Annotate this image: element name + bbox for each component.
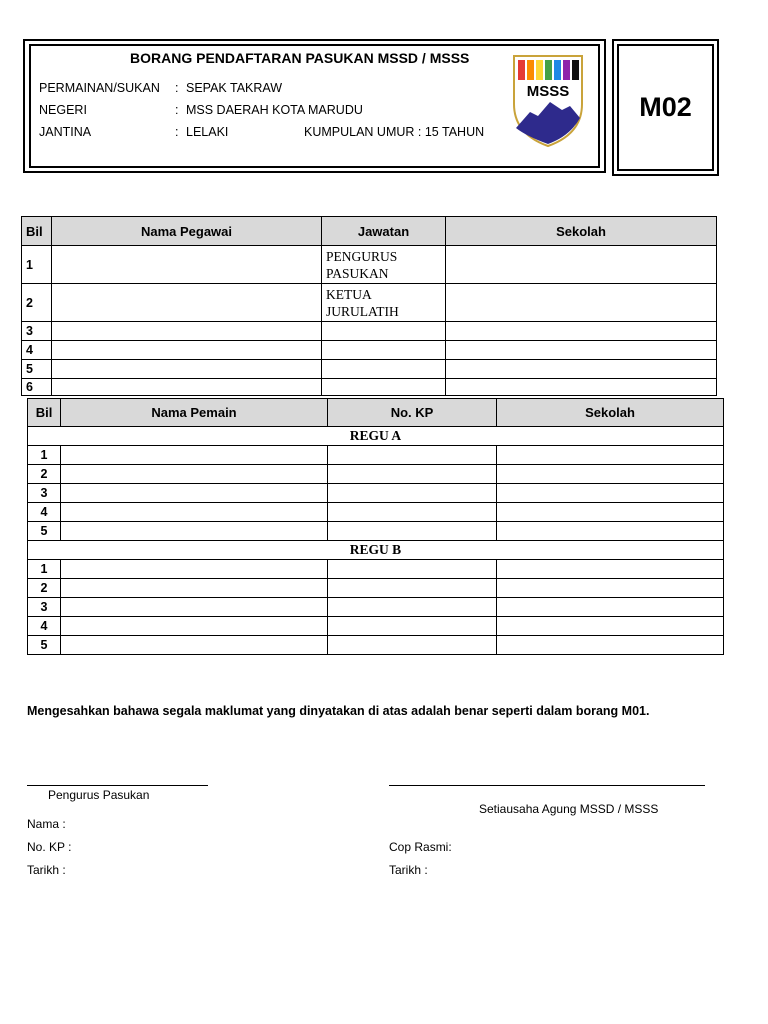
jawatan-cell[interactable] [322,246,446,284]
sekolah-cell[interactable] [446,360,717,379]
group-row-regu-a [28,427,724,446]
nama-pemain-cell[interactable] [61,598,328,617]
table-row [22,284,717,322]
table-row [28,522,724,541]
players-table [27,398,724,655]
msss-logo-icon [510,52,586,148]
nama-pemain-cell[interactable] [61,503,328,522]
sekolah-cell[interactable] [497,617,724,636]
sep-negeri: : [175,103,179,117]
row-number: 6 [22,379,52,396]
row-number: 5 [22,360,52,379]
table-row [28,636,724,655]
sekolah-cell[interactable] [497,522,724,541]
sekolah-cell[interactable] [497,484,724,503]
nama-pemain-cell[interactable] [61,617,328,636]
field-tarikh-left: Tarikh : [27,863,66,877]
signature-title-pengurus: Pengurus Pasukan [48,788,150,802]
table-row [28,484,724,503]
jawatan-cell[interactable] [322,284,446,322]
table-row [28,446,724,465]
jawatan-line: PASUKAN [326,265,389,281]
table-row [22,360,717,379]
nama-pemain-cell[interactable] [61,446,328,465]
form-code: M02 [617,44,714,171]
declaration-statement: Mengesahkan bahawa segala maklumat yang dinyatakan di atas adalah benar seperti dalam borang M01. [27,704,650,718]
officials-header-row [22,217,717,246]
no-kp-cell[interactable] [328,579,497,598]
header-no-kp: No. KP [328,399,497,427]
no-kp-cell[interactable] [328,560,497,579]
jawatan-line: JURULATIH [326,303,399,319]
row-number: 1 [22,246,52,284]
jawatan-cell[interactable] [322,322,446,341]
nama-pegawai-cell[interactable] [52,284,322,322]
jawatan-line: PENGURUS [326,248,398,264]
sekolah-cell[interactable] [497,636,724,655]
field-no-kp: No. KP : [27,840,72,854]
value-permainan: SEPAK TAKRAW [186,81,283,95]
row-number: 5 [28,636,61,655]
sekolah-cell[interactable] [497,598,724,617]
row-number: 5 [28,522,61,541]
table-row [22,379,717,396]
age-group: KUMPULAN UMUR : 15 TAHUN [304,125,485,139]
no-kp-cell[interactable] [328,636,497,655]
no-kp-cell[interactable] [328,598,497,617]
sekolah-cell[interactable] [446,284,717,322]
no-kp-cell[interactable] [328,522,497,541]
row-number: 3 [28,598,61,617]
sep-permainan: : [175,81,179,95]
row-number: 4 [28,503,61,522]
row-number: 4 [22,341,52,360]
field-nama: Nama : [27,817,66,831]
jawatan-line: KETUA [326,286,372,302]
nama-pemain-cell[interactable] [61,560,328,579]
row-number: 2 [22,284,52,322]
table-row [22,322,717,341]
sekolah-cell[interactable] [446,379,717,396]
nama-pemain-cell[interactable] [61,465,328,484]
no-kp-cell[interactable] [328,446,497,465]
no-kp-cell[interactable] [328,503,497,522]
players-header-row [28,399,724,427]
logo-text: MSSS [526,83,570,100]
signature-title-setiausaha: Setiausaha Agung MSSD / MSSS [479,802,659,816]
row-number: 1 [28,560,61,579]
group-label-regu-a: REGU A [28,427,724,446]
row-number: 2 [28,579,61,598]
table-row [28,560,724,579]
field-tarikh-right: Tarikh : [389,863,428,877]
field-cop-rasmi: Cop Rasmi: [389,840,452,854]
header-sekolah: Sekolah [497,399,724,427]
sekolah-cell[interactable] [446,246,717,284]
jawatan-cell[interactable] [322,379,446,396]
nama-pegawai-cell[interactable] [52,360,322,379]
signature-line-setiausaha[interactable] [389,785,705,786]
sekolah-cell[interactable] [446,341,717,360]
row-number: 1 [28,446,61,465]
header-nama-pemain: Nama Pemain [61,399,328,427]
header-bil: Bil [22,217,52,246]
header-sekolah: Sekolah [446,217,717,246]
group-row-regu-b [28,541,724,560]
jawatan-cell[interactable] [322,360,446,379]
nama-pegawai-cell[interactable] [52,246,322,284]
no-kp-cell[interactable] [328,617,497,636]
table-row [28,579,724,598]
sekolah-cell[interactable] [497,446,724,465]
value-jantina: LELAKI [186,125,229,139]
row-number: 2 [28,465,61,484]
header-jawatan: Jawatan [322,217,446,246]
nama-pegawai-cell[interactable] [52,379,322,396]
header-bil: Bil [28,399,61,427]
sekolah-cell[interactable] [497,465,724,484]
table-row [28,503,724,522]
value-negeri: MSS DAERAH KOTA MARUDU [186,103,363,117]
nama-pemain-cell[interactable] [61,579,328,598]
sekolah-cell[interactable] [497,560,724,579]
nama-pegawai-cell[interactable] [52,322,322,341]
form-title: BORANG PENDAFTARAN PASUKAN MSSD / MSSS [130,50,470,66]
table-row [28,598,724,617]
signature-line-pengurus[interactable] [27,785,208,786]
group-label-regu-b: REGU B [28,541,724,560]
nama-pemain-cell[interactable] [61,636,328,655]
row-number: 3 [22,322,52,341]
table-row [22,341,717,360]
label-jantina: JANTINA [39,125,92,139]
label-negeri: NEGERI [39,103,87,117]
no-kp-cell[interactable] [328,484,497,503]
table-row [22,246,717,284]
label-permainan: PERMAINAN/SUKAN [39,81,160,95]
header-nama-pegawai: Nama Pegawai [52,217,322,246]
no-kp-cell[interactable] [328,465,497,484]
nama-pemain-cell[interactable] [61,522,328,541]
officials-table [21,216,717,396]
nama-pegawai-cell[interactable] [52,341,322,360]
sekolah-cell[interactable] [446,322,717,341]
table-row [28,617,724,636]
sekolah-cell[interactable] [497,579,724,598]
sep-jantina: : [175,125,179,139]
jawatan-cell[interactable] [322,341,446,360]
row-number: 3 [28,484,61,503]
table-row [28,465,724,484]
sekolah-cell[interactable] [497,503,724,522]
row-number: 4 [28,617,61,636]
nama-pemain-cell[interactable] [61,484,328,503]
